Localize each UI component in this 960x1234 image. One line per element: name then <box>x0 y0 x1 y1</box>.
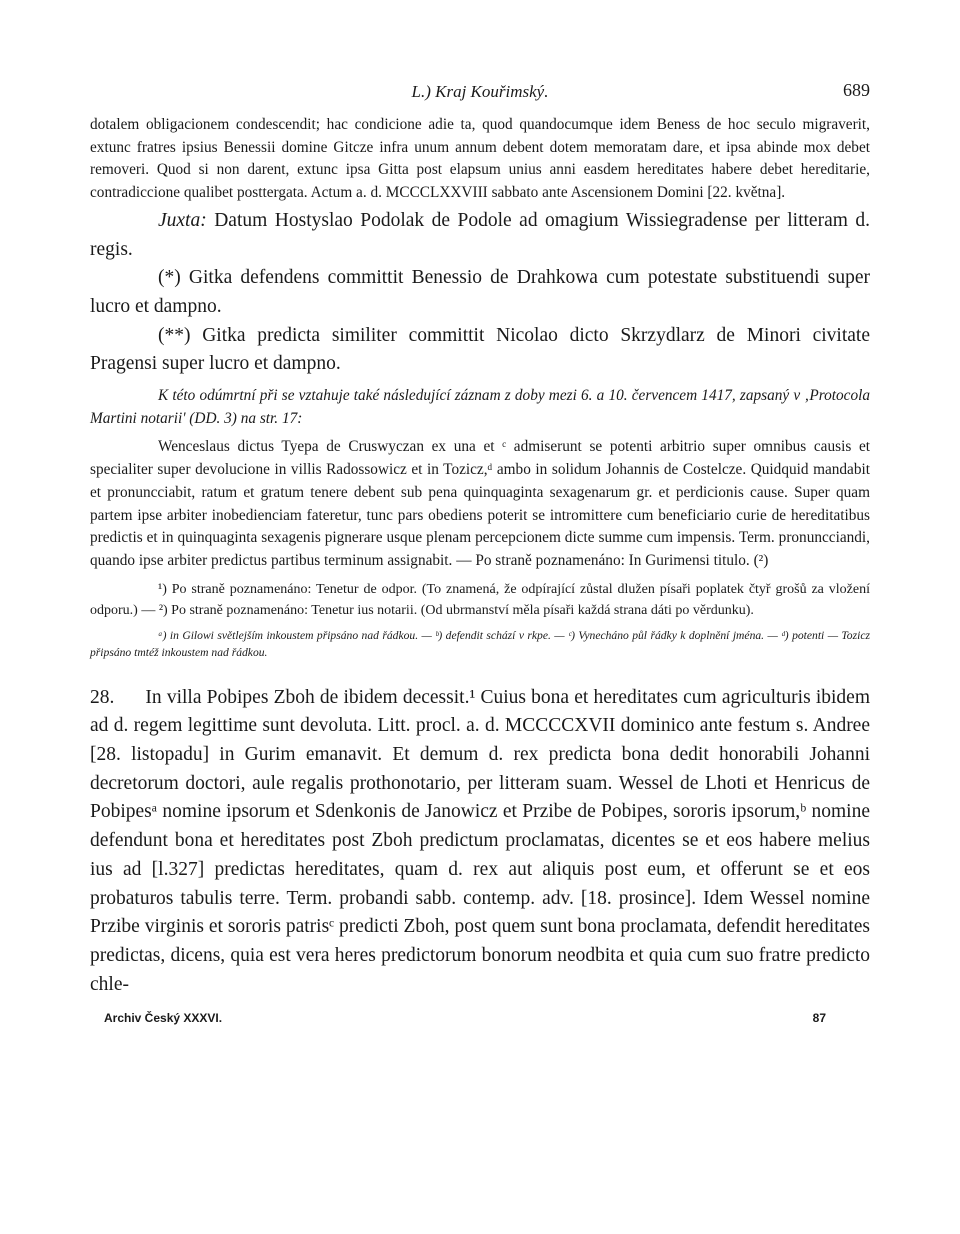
entry-28 <box>90 684 870 1000</box>
page-footer <box>90 1005 870 1029</box>
running-head: L.) Kraj Kouřimský. <box>411 82 549 101</box>
commit-paragraph-2: (**) Gitka predicta similiter committit Nicolao dicto Skrzydlarz de Minori civitate Pragensi super lucro et dampno. <box>90 324 870 375</box>
juxta-lead: Juxta: <box>158 209 207 231</box>
commit-paragraph-1: (*) Gitka defendens committit Benessio de Drahkowa cum potestate substituendi super lucro et dampno. <box>90 267 870 317</box>
intro-paragraph: dotalem obligacionem condescendit; hac condicione adie ta, quod quandocumque idem Beness de hoc seculo migraverit, extunc fratres ipsius Benessii domine Gitcze infra unum annum debent dotem memoratam dare, et ipsa abinde mox debet removeri. Quod si non darent, extunc ipsa Gitta post elapsum unius anni easdem hereditates habere debet hereditarie, contradiccione qualibet posttergata. Actum a. d. MCCCLXXVIII sabbato ante Ascensionem Domini [22. května]. <box>90 116 870 202</box>
footnote-2: ᵃ) in Gilowi světlejším inkoustem připsáno nad řádkou. — ᵇ) defendit schází v rkpe. — ᶜ) Vynecháno půl řádky k doplnění jména. — ᵈ) potenti — Tozicz připsáno tmtéž inkoustem nad řádkou. <box>90 628 870 660</box>
wenceslaus-paragraph: Wenceslaus dictus Tyepa de Cruswyczan ex una et ᶜ admiserunt se potenti arbitrio super omnibus causis et specialiter super devolucione in villis Radossowicz et in Tozicz,ᵈ ambo in solidum Johannis de Costelcze. Quidquid mandabit et pronuncciabit, ratum et gratum tenere debent sub pena quinquaginta sexagenarum gr. et perdicionis cause. Super quam partem ipse arbiter inobedienciam fateretur, tunc pars obediens poterit se intromittere cum beneficiario curie de hereditatibus predictis et in quinquaginta sexagenis pignerare usque plenam percepcionem dicte summe cum impensis. Term. pronuncciandi, quando ipse arbiter predictus partibus terminum assignabit. — Po straně poznamenáno: In Gurimensi titulo. (²) <box>90 438 870 569</box>
juxta-paragraph <box>90 207 870 264</box>
document-page <box>90 78 870 1029</box>
footnote-1: ¹) Po straně poznamenáno: Tenetur de odpor. (To znamená, že odpírající zůstal dlužen písaři poplatek čtyř grošů za vložení odporu.) — ²) Po straně poznamenáno: Tenetur ius notarii. (Od ubrmanství měla písaři každá strana dáti po věrdunku). <box>90 581 870 618</box>
entry-number: 28. <box>90 686 115 708</box>
entry-text: In villa Pobipes Zboh de ibidem decessit.¹ Cuius bona et hereditates cum agriculturis ibidem ad d. regem legittime sunt devoluta. Litt. procl. a. d. MCCCCXVII dominico ante festum s. Andree [28. listopadu] in Gurim emanavit. Et demum d. rex predicta bona dedit honorabili Johanni decretorum doctori, aule regalis prothonotario, per litteram suam. Wessel de Lhoti et Henricus de Pobipesᵃ nomine ipsorum et Sdenkonis de Janowicz et Przibe de Pobipes, sororis ipsorum,ᵇ nomine defendunt bona et hereditates post Zboh predictum proclamatas, dicentes se et eos habere melius ius ad [l.327] predictas hereditates, quam d. rex aut aliquis post eum, et offerunt se et eos probaturos tabulis terre. Term. probandi sabb. contemp. adv. [18. prosince]. Idem Wessel nomine Przibe virginis et sororis patrisᶜ predicti Zboh, post quem sunt bona proclamata, defendit hereditates predictas, dicens, quia est vera heres predictorum bonorum neodbita et quia cum suo fratre predicto chle- <box>90 686 870 995</box>
juxta-text: Datum Hostyslao Podolak de Podole ad omagium Wissiegradense per litteram d. regis. <box>90 209 871 260</box>
editorial-note: K této odúmrtní při se vztahuje také následující záznam z doby mezi 6. a 10. červencem 1417, zapsaný v ‚Protocola Martini notarii' (DD. 3) na str. 17: <box>90 387 870 427</box>
footer-signature: 87 <box>812 1011 826 1026</box>
page-header <box>90 78 870 114</box>
page-number: 689 <box>843 80 870 100</box>
footer-journal: Archiv Český XXXVI. <box>104 1011 223 1026</box>
